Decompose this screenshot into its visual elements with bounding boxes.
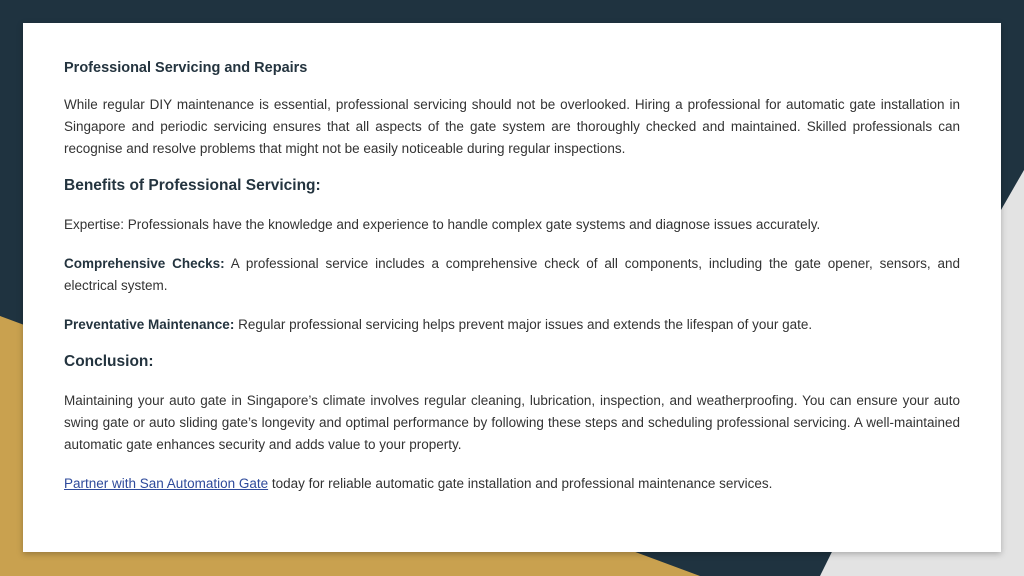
benefit-expertise: Expertise: Professionals have the knowledge and experience to handle complex gate systems and diagnose issues accurately. [64,217,821,232]
benefit-text-checks: A professional service includes a comprehensive check of all components, including the gate opener, sensors, and electrical system. [64,256,960,293]
benefit-label-prevent: Preventative Maintenance: [64,317,235,332]
section-heading-conclusion: Conclusion: [64,353,154,370]
partner-link[interactable]: Partner with San Automation Gate [64,476,269,491]
document-card [23,23,1001,552]
closing-text: today for reliable automatic gate installation and professional maintenance services. [268,476,773,491]
section-heading-professional-servicing: Professional Servicing and Repairs [64,60,308,76]
benefit-preventative-maintenance [64,314,960,336]
benefit-label-checks: Comprehensive Checks: [64,256,225,271]
closing-paragraph [64,473,960,495]
intro-paragraph: While regular DIY maintenance is essential, professional servicing should not be overlooked. Hiring a professional for automatic gate installation in Singapore and periodic servicing ensures that all aspects of the gate system are thoroughly checked and maintained. Skilled professionals can recognise and resolve problems that might not be easily noticeable during regular inspections. [64,97,960,156]
benefit-text-prevent: Regular professional servicing helps prevent major issues and extends the lifespan of your gate. [234,317,813,332]
benefit-comprehensive-checks [64,253,960,297]
section-heading-benefits: Benefits of Professional Servicing: [64,177,321,194]
conclusion-paragraph: Maintaining your auto gate in Singapore’s climate involves regular cleaning, lubrication, inspection, and weatherproofing. You can ensure your auto swing gate or auto sliding gate’s longevity and optimal performance by following these steps and scheduling professional servicing. A well-maintained automatic gate enhances security and adds value to your property. [64,393,960,452]
